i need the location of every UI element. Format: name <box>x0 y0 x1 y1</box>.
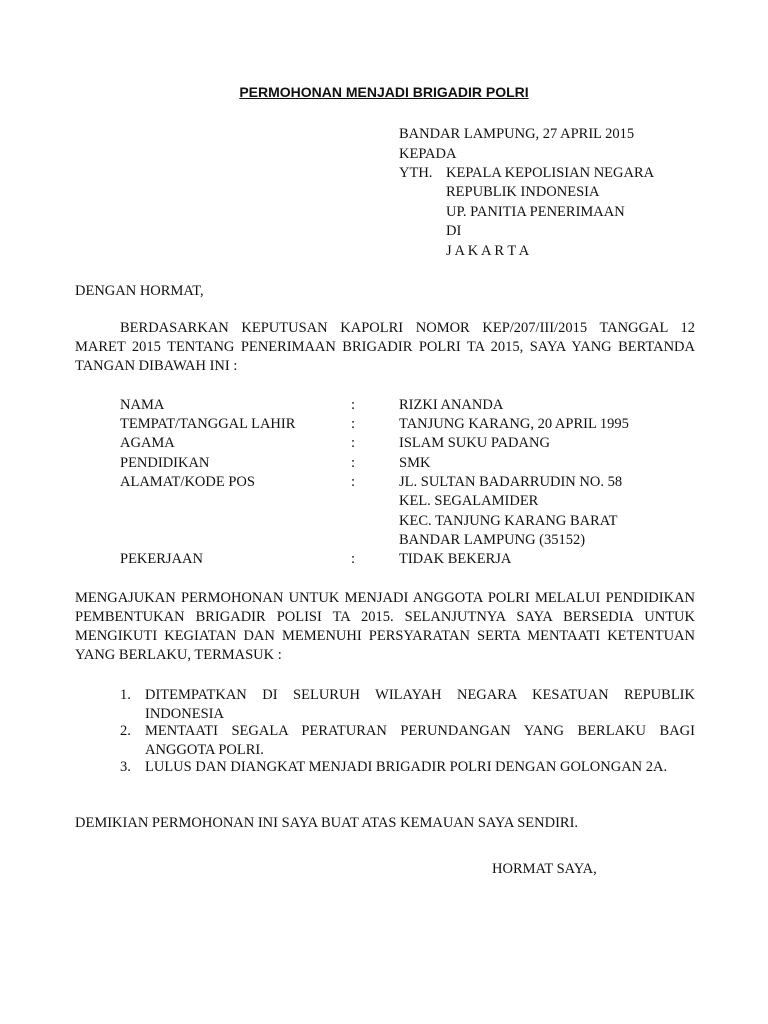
list-number: 1. <box>120 687 131 703</box>
identity-value: ISLAM SUKU PADANG <box>399 435 550 451</box>
list-item: MENTAATI SEGALA PERATURAN PERUNDANGAN YANG BERLAKU BAGI ANGGOTA POLRI. <box>145 723 695 758</box>
recipient-line: REPUBLIK INDONESIA <box>446 184 600 200</box>
identity-label: AGAMA <box>120 435 175 451</box>
identity-value: TIDAK BEKERJA <box>399 551 512 567</box>
recipient-line: KEPALA KEPOLISIAN NEGARA <box>446 165 655 181</box>
recipient-city: J A K A R T A <box>446 243 530 259</box>
identity-separator: : <box>351 474 356 490</box>
identity-separator: : <box>351 455 356 471</box>
identity-value: RIZKI ANANDA <box>399 397 504 413</box>
list-item: LULUS DAN DIANGKAT MENJADI BRIGADIR POLRI DENGAN GOLONGAN 2A. <box>145 759 668 775</box>
identity-label: ALAMAT/KODE POS <box>120 474 255 490</box>
recipient-line: UP. PANITIA PENERIMAAN <box>446 204 625 220</box>
address-line: KEL. SEGALAMIDER <box>399 493 539 509</box>
signoff: HORMAT SAYA, <box>492 861 597 877</box>
identity-value: TANJUNG KARANG, 20 APRIL 1995 <box>399 416 629 432</box>
identity-label: PENDIDIKAN <box>120 455 210 471</box>
identity-value: SMK <box>399 455 431 471</box>
identity-separator: : <box>351 435 356 451</box>
identity-separator: : <box>351 397 356 413</box>
identity-value: JL. SULTAN BADARRUDIN NO. 58 <box>399 474 623 490</box>
place-date: BANDAR LAMPUNG, 27 APRIL 2015 <box>399 126 635 142</box>
identity-separator: : <box>351 416 356 432</box>
identity-label: PEKERJAAN <box>120 551 203 567</box>
closing-statement: DEMIKIAN PERMOHONAN INI SAYA BUAT ATAS KEMAUAN SAYA SENDIRI. <box>75 815 579 831</box>
list-number: 3. <box>120 759 131 775</box>
kepada-label: KEPADA <box>399 146 457 162</box>
recipient-line: DI <box>446 223 462 239</box>
intro-paragraph: BERDASARKAN KEPUTUSAN KAPOLRI NOMOR KEP/207/III/2015 TANGGAL 12 MARET 2015 TENTANG PENERIMAAN BRIGADIR POLRI TA 2015, SAYA YANG BERTANDA TANGAN DIBAWAH INI : <box>75 320 695 374</box>
identity-separator: : <box>351 551 356 567</box>
address-line: KEC. TANJUNG KARANG BARAT <box>399 513 618 529</box>
document-title: PERMOHONAN MENJADI BRIGADIR POLRI <box>239 84 529 100</box>
list-number: 2. <box>120 723 131 739</box>
identity-label: NAMA <box>120 397 165 413</box>
list-item: DITEMPATKAN DI SELURUH WILAYAH NEGARA KESATUAN REPUBLIK INDONESIA <box>145 687 695 722</box>
body-paragraph: MENGAJUKAN PERMOHONAN UNTUK MENJADI ANGGOTA POLRI MELALUI PENDIDIKAN PEMBENTUKAN BRIGADIR POLISI TA 2015. SELANJUTNYA SAYA BERSEDIA UNTUK MENGIKUTI KEGIATAN DAN MEMENUHI PERSYARATAN SERTA MENTAATI KETENTUAN YANG BERLAKU, TERMASUK : <box>75 590 695 663</box>
greeting: DENGAN HORMAT, <box>75 283 204 299</box>
address-line: BANDAR LAMPUNG (35152) <box>399 532 586 548</box>
identity-label: TEMPAT/TANGGAL LAHIR <box>120 416 296 432</box>
yth-label: YTH. <box>399 165 433 181</box>
